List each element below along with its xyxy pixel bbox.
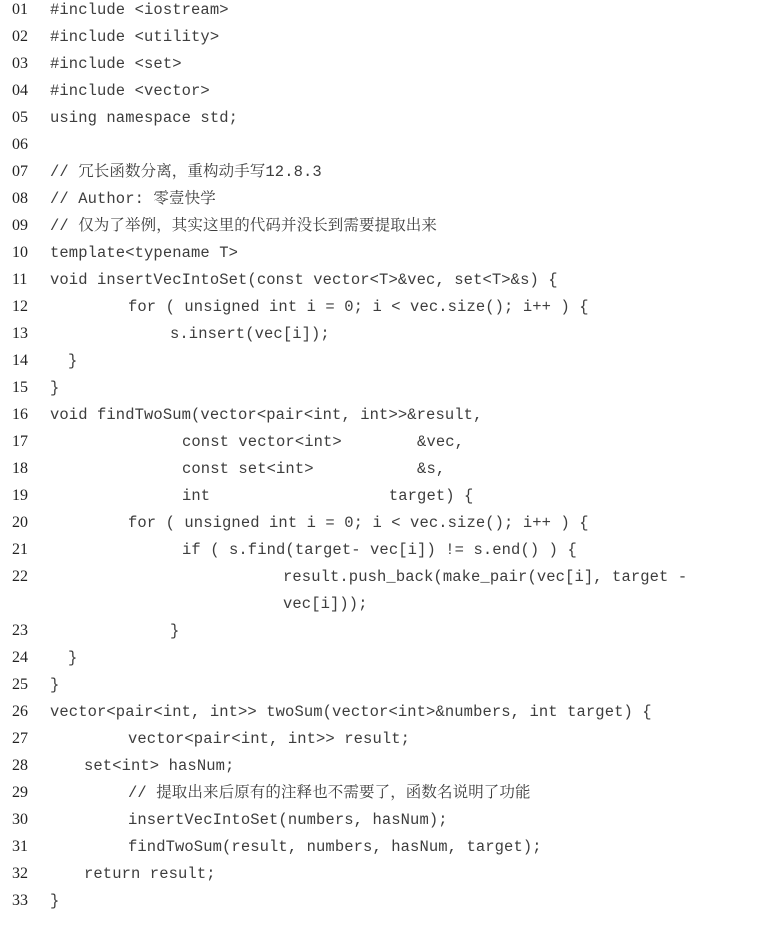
line-number: 09 bbox=[12, 217, 28, 234]
line-code: set<int> hasNum; bbox=[84, 757, 235, 775]
line-number: 01 bbox=[12, 1, 28, 18]
line-number: 11 bbox=[12, 271, 28, 288]
line-code: } bbox=[50, 676, 60, 694]
line-code: #include <set> bbox=[50, 55, 182, 73]
code-line bbox=[0, 268, 778, 292]
code-line bbox=[0, 538, 778, 562]
code-line bbox=[0, 592, 778, 616]
line-code: for ( unsigned int i = 0; i < vec.size(); i++ ) { bbox=[128, 514, 589, 532]
code-line bbox=[0, 430, 778, 454]
line-number: 23 bbox=[12, 622, 28, 639]
code-line bbox=[0, 214, 778, 238]
line-number: 32 bbox=[12, 865, 28, 882]
code-line bbox=[0, 673, 778, 697]
line-number: 03 bbox=[12, 55, 28, 72]
line-code: return result; bbox=[84, 865, 216, 883]
line-code: } bbox=[50, 379, 60, 397]
line-code: findTwoSum(result, numbers, hasNum, target); bbox=[128, 838, 542, 856]
code-line bbox=[0, 322, 778, 346]
line-code: } bbox=[170, 622, 180, 640]
line-number: 25 bbox=[12, 676, 28, 693]
line-code: int target) { bbox=[182, 487, 474, 505]
line-number: 07 bbox=[12, 163, 28, 180]
line-number: 29 bbox=[12, 784, 28, 801]
code-line bbox=[0, 619, 778, 643]
line-code: void insertVecIntoSet(const vector<T>&vec, set<T>&s) { bbox=[50, 271, 558, 289]
line-code: #include <vector> bbox=[50, 82, 210, 100]
code-line bbox=[0, 0, 778, 22]
code-line bbox=[0, 808, 778, 832]
line-number: 08 bbox=[12, 190, 28, 207]
code-line bbox=[0, 646, 778, 670]
code-line bbox=[0, 862, 778, 886]
line-number: 14 bbox=[12, 352, 28, 369]
code-line bbox=[0, 457, 778, 481]
code-line bbox=[0, 133, 778, 157]
line-number: 10 bbox=[12, 244, 28, 261]
code-line bbox=[0, 160, 778, 184]
line-number: 19 bbox=[12, 487, 28, 504]
line-code: const vector<int> &vec, bbox=[182, 433, 465, 451]
code-line bbox=[0, 295, 778, 319]
line-number: 27 bbox=[12, 730, 28, 747]
line-number: 26 bbox=[12, 703, 28, 720]
line-number: 24 bbox=[12, 649, 28, 666]
line-code: // Author: 零壹快学 bbox=[50, 190, 216, 208]
code-line bbox=[0, 565, 778, 589]
code-line bbox=[0, 889, 778, 913]
line-code: } bbox=[50, 892, 60, 910]
code-line bbox=[0, 781, 778, 805]
code-line bbox=[0, 754, 778, 778]
line-code: for ( unsigned int i = 0; i < vec.size(); i++ ) { bbox=[128, 298, 589, 316]
code-line bbox=[0, 187, 778, 211]
line-number: 06 bbox=[12, 136, 28, 153]
line-code: vector<pair<int, int>> result; bbox=[128, 730, 411, 748]
code-line bbox=[0, 241, 778, 265]
line-number: 12 bbox=[12, 298, 28, 315]
line-number: 05 bbox=[12, 109, 28, 126]
line-number: 17 bbox=[12, 433, 28, 450]
line-code: if ( s.find(target- vec[i]) != s.end() ) { bbox=[182, 541, 577, 559]
line-number: 33 bbox=[12, 892, 28, 909]
line-code: void findTwoSum(vector<pair<int, int>>&result, bbox=[50, 406, 483, 424]
line-number: 30 bbox=[12, 811, 28, 828]
code-line bbox=[0, 106, 778, 130]
line-number: 15 bbox=[12, 379, 28, 396]
code-line bbox=[0, 52, 778, 76]
line-number: 02 bbox=[12, 28, 28, 45]
line-number: 18 bbox=[12, 460, 28, 477]
line-number: 04 bbox=[12, 82, 28, 99]
line-code: // 冗长函数分离，重构动手写12.8.3 bbox=[50, 163, 322, 181]
line-code: vector<pair<int, int>> twoSum(vector<int>&numbers, int target) { bbox=[50, 703, 652, 721]
code-line bbox=[0, 79, 778, 103]
line-code: s.insert(vec[i]); bbox=[170, 325, 330, 343]
line-code: template<typename T> bbox=[50, 244, 239, 262]
line-code: using namespace std; bbox=[50, 109, 239, 127]
line-number: 22 bbox=[12, 568, 28, 585]
line-code: insertVecIntoSet(numbers, hasNum); bbox=[128, 811, 448, 829]
line-code: } bbox=[68, 649, 78, 667]
line-number: 13 bbox=[12, 325, 28, 342]
code-line bbox=[0, 25, 778, 49]
line-number: 16 bbox=[12, 406, 28, 423]
code-line bbox=[0, 835, 778, 859]
line-number: 31 bbox=[12, 838, 28, 855]
code-line bbox=[0, 349, 778, 373]
code-line bbox=[0, 403, 778, 427]
line-code: #include <utility> bbox=[50, 28, 220, 46]
line-code: vec[i])); bbox=[283, 595, 368, 613]
line-code: result.push_back(make_pair(vec[i], target - bbox=[283, 568, 688, 586]
code-line bbox=[0, 376, 778, 400]
line-code: const set<int> &s, bbox=[182, 460, 446, 478]
line-number: 20 bbox=[12, 514, 28, 531]
line-number: 21 bbox=[12, 541, 28, 558]
line-code: // 仅为了举例，其实这里的代码并没长到需要提取出来 bbox=[50, 217, 438, 235]
line-code: // 提取出来后原有的注释也不需要了，函数名说明了功能 bbox=[128, 784, 531, 802]
code-line bbox=[0, 484, 778, 508]
code-line bbox=[0, 727, 778, 751]
code-line bbox=[0, 700, 778, 724]
line-code: #include <iostream> bbox=[50, 1, 229, 19]
line-code: } bbox=[68, 352, 78, 370]
code-line bbox=[0, 511, 778, 535]
line-number: 28 bbox=[12, 757, 28, 774]
